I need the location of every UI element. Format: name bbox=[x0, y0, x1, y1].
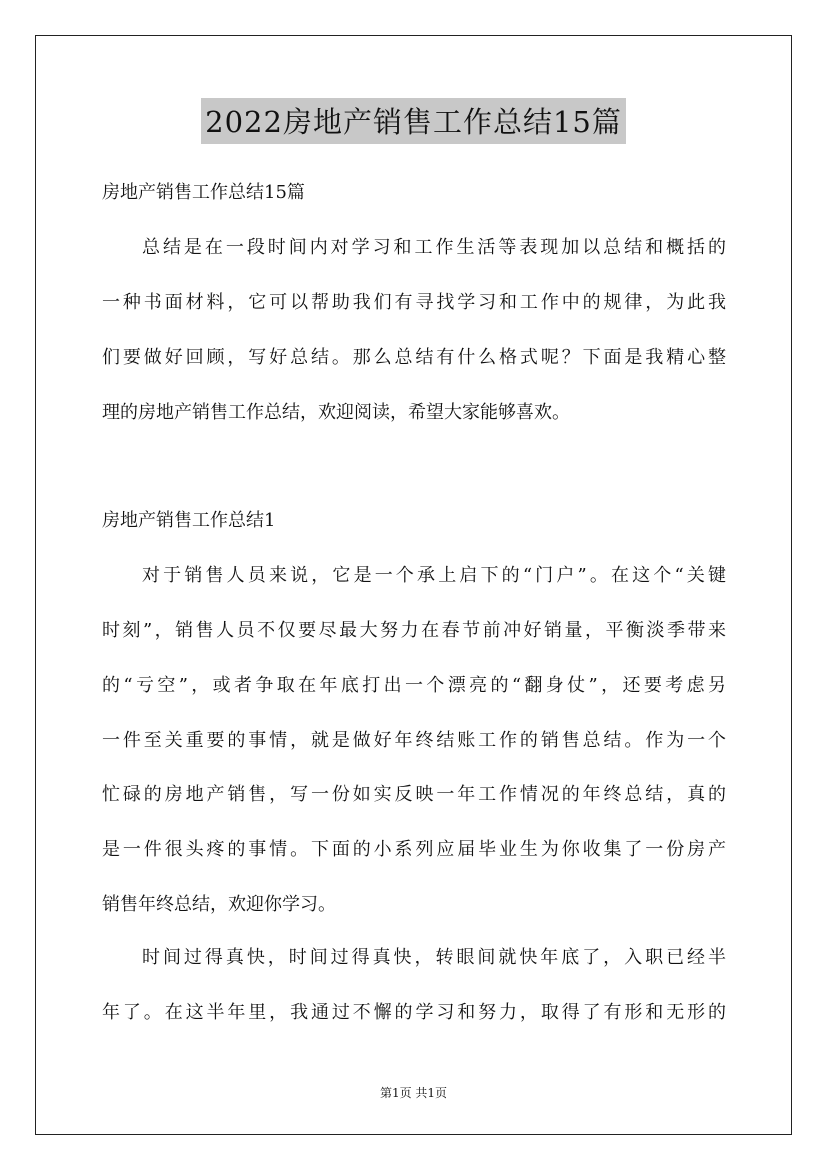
section-heading: 房地产销售工作总结1 bbox=[102, 510, 276, 531]
paragraph-line: 的“亏空”，或者争取在年底打出一个漂亮的“翻身仗”，还要考虑另 bbox=[102, 675, 726, 696]
title-container bbox=[0, 98, 827, 144]
paragraph-line: 忙碌的房地产销售，写一份如实反映一年工作情况的年终总结，真的 bbox=[102, 784, 726, 805]
paragraph-line: 时间过得真快，时间过得真快，转眼间就快年底了，入职已经半 bbox=[142, 947, 726, 968]
document-title: 2022房地产销售工作总结15篇 bbox=[201, 98, 626, 144]
paragraph-line: 年了。在这半年里，我通过不懈的学习和努力，取得了有形和无形的 bbox=[102, 1002, 726, 1023]
paragraph-line: 一件至关重要的事情，就是做好年终结账工作的销售总结。作为一个 bbox=[102, 730, 726, 751]
paragraph-line: 是一件很头疼的事情。下面的小系列应届毕业生为你收集了一份房产 bbox=[102, 839, 726, 860]
document-subtitle: 房地产销售工作总结15篇 bbox=[102, 182, 305, 203]
paragraph-line: 销售年终总结，欢迎你学习。 bbox=[102, 894, 336, 915]
page-footer: 第1页 共1页 bbox=[379, 1086, 448, 1100]
intro-line: 理的房地产销售工作总结，欢迎阅读，希望大家能够喜欢。 bbox=[102, 402, 570, 423]
intro-line: 一种书面材料，它可以帮助我们有寻找学习和工作中的规律，为此我 bbox=[102, 292, 726, 313]
paragraph-line: 时刻”，销售人员不仅要尽最大努力在春节前冲好销量，平衡淡季带来 bbox=[102, 620, 726, 641]
paragraph-line: 对于销售人员来说，它是一个承上启下的“门户”。在这个“关键 bbox=[142, 565, 726, 586]
intro-line: 总结是在一段时间内对学习和工作生活等表现加以总结和概括的 bbox=[142, 237, 726, 258]
intro-line: 们要做好回顾，写好总结。那么总结有什么格式呢？下面是我精心整 bbox=[102, 347, 726, 368]
